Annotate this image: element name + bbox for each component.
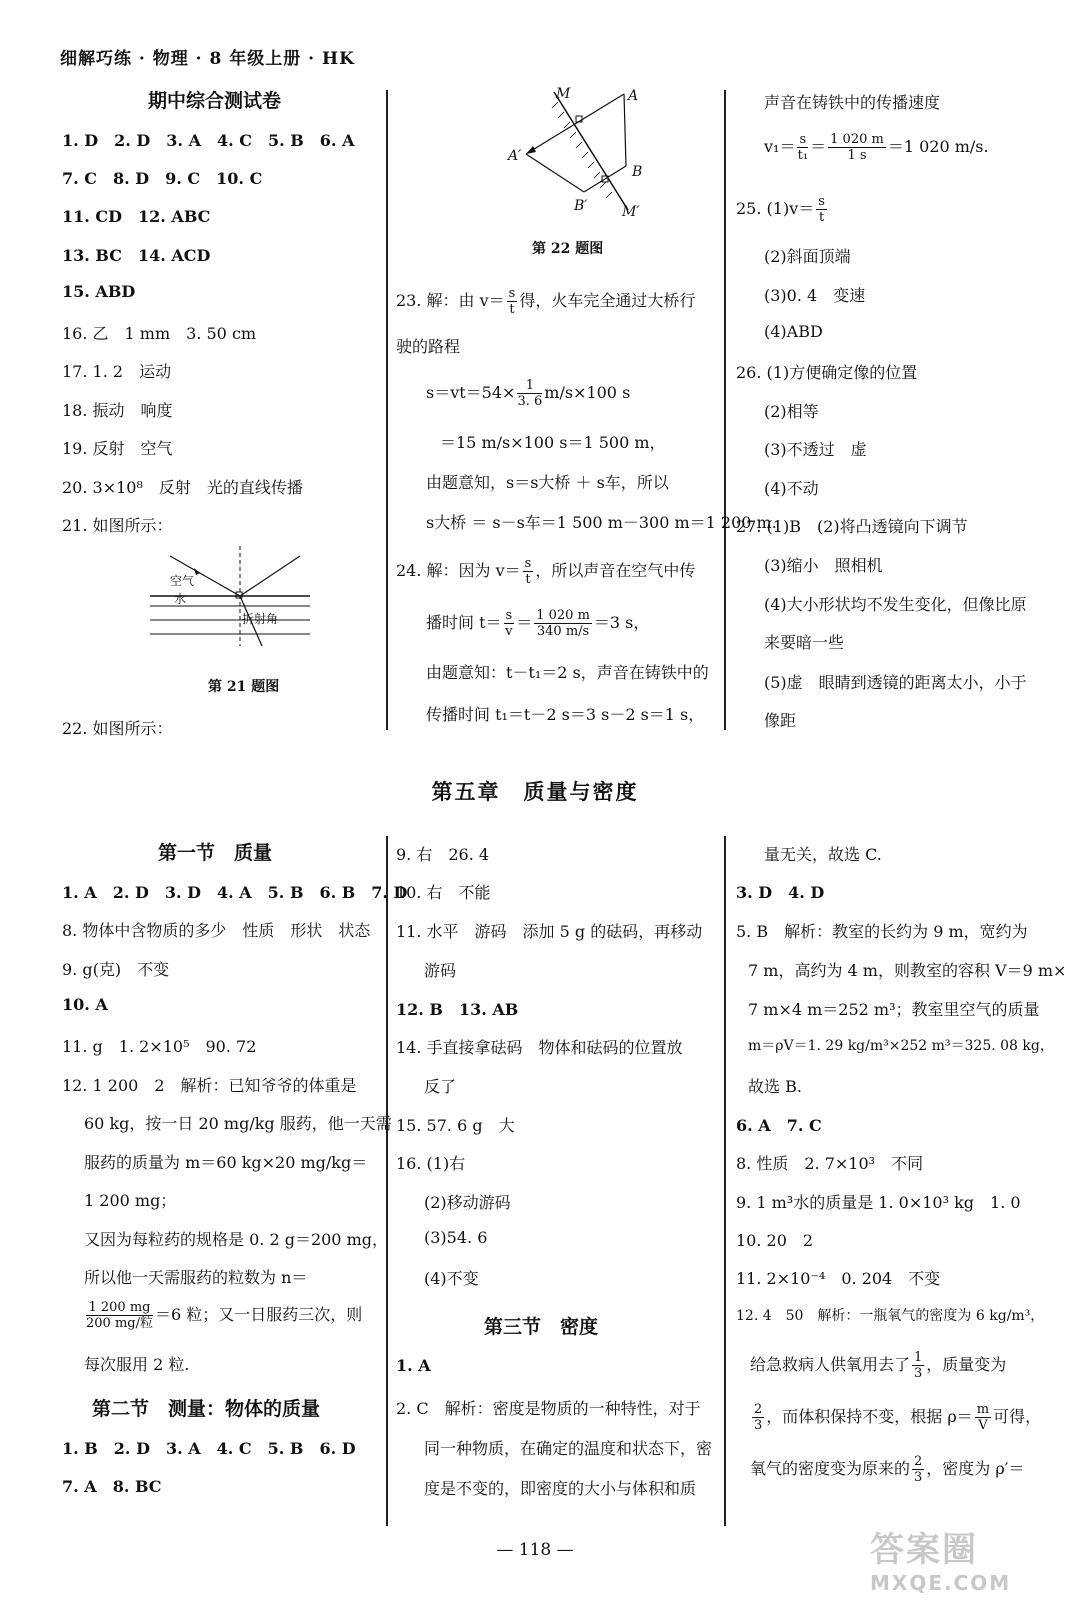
answer-line: 5. B 解析：教室的长约为 9 m，宽约为 [736,922,1028,941]
fig22-label-M: M [556,86,571,102]
figure-caption: 第 22 题图 [532,241,604,257]
answer-line: 18. 振动 响度 [62,401,173,420]
answer-line: v₁＝ $\frac{s}{\text{t₁}}$ ＝ $\frac{1 020 m}{1 s}$ ＝1 020 m/s. [764,132,989,163]
answer-line: 8. 物体中含物质的多少 性质 形状 状态 [62,921,371,940]
chapter5-column-1 [62,838,408,1538]
answer-line: (2)斜面顶端 [764,247,851,266]
answer-line: 像距 [764,711,797,730]
solution-line: 24. 解：因为 v＝ $\frac{s}{t}$ ，所以声音在空气中传 [396,556,696,587]
chapter5-column-2 [396,842,721,1542]
answer-line: 26. (1)方便确定像的位置 [736,363,918,382]
column-rule [724,90,726,730]
answer-line: 3. D 4. D [736,883,825,902]
answer-line: 19. 反射 空气 [62,439,173,458]
solution-line: 由题意知：t－t₁＝2 s，声音在铸铁中的 [426,663,709,682]
answer-line: (2)相等 [764,402,819,421]
answer-line: $\frac{1 200 mg}{\text{200 mg/粒}}$ ＝6 粒；又一日服药三次，则 [86,1300,363,1331]
solution-line: ＝15 m/s×100 s＝1 500 m， [440,433,666,452]
answer-line: 13. BC 14. ACD [62,246,211,265]
fraction: $\frac{s}{t}$ [818,194,825,225]
answer-line: 11. 水平 游码 添加 5 g 的砝码，再移动 [396,922,703,941]
running-header: 细解巧练 · 物理 · 8 年级上册 · HK [60,49,355,69]
midterm-column-1 [62,86,382,736]
answer-line: 给急救病人供氧用去了 $\frac{1}{3}$ ，质量变为 [750,1350,1007,1381]
fraction: $\frac{2}{3}$ [914,1454,923,1485]
answer-line: (4)不变 [424,1269,479,1288]
answer-line: 又因为每粒药的规格是 0. 2 g＝200 mg， [84,1230,388,1249]
answer-line: 12. 4 50 解析：一瓶氧气的密度为 6 kg/m³， [736,1308,1045,1324]
answer-line: 反了 [424,1077,457,1096]
fig22-label-Bp: B′ [574,198,588,214]
answer-line: (3)0. 4 变速 [764,286,866,305]
answer-line: 25. (1)v＝ $\frac{s}{t}$ [736,194,825,225]
answer-line: 17. 1. 2 运动 [62,362,172,381]
answer-line: 6. A 7. C [736,1116,822,1135]
answer-line: 9. 1 m³水的质量是 1. 0×10³ kg 1. 0 [736,1193,1021,1212]
section-title: 第二节 测量：物体的质量 [92,1398,321,1420]
column-rule [724,836,726,1526]
answer-line: 7 m×4 m＝252 m³；教室里空气的质量 [748,1000,1040,1019]
answer-line: 11. CD 12. ABC [62,207,211,226]
answer-line: (3)缩小 照相机 [764,556,883,575]
answer-line: 所以他一天需服药的粒数为 n＝ [84,1268,308,1287]
text: 得，火车完全通过大桥行 [519,291,696,310]
fig22-label-B: B [632,164,643,180]
answer-line: m＝ρV＝1. 29 kg/m³×252 m³＝325. 08 kg， [748,1038,1054,1054]
solution-line: 驶的路程 [396,337,461,356]
chapter-title: 第五章 质量与密度 [431,779,639,804]
fraction: $\frac{s}{\text{t₁}}$ [797,132,809,163]
fraction: $\frac{1}{3. 6}$ [517,378,543,409]
fraction: $\frac{1 020 m}{1 s}$ [830,132,884,163]
answer-line: 度是不变的，即密度的大小与体积和质 [424,1479,697,1498]
solution-line: 由题意知，s＝s大桥 ＋ s车，所以 [426,473,669,492]
answer-line: 16. (1)右 [396,1154,466,1173]
section-title: 期中综合测试卷 [148,90,282,112]
answer-line: 10. 右 不能 [396,883,491,902]
section-title: 第三节 密度 [484,1316,599,1338]
midterm-column-3 [736,90,1061,740]
section-title: 第一节 质量 [158,842,273,864]
fraction: $\frac{s}{t}$ [508,286,516,317]
answer-line: 7 m，高约为 4 m，则教室的容积 V＝9 m× [748,961,1067,980]
answer-line: 故选 B. [748,1077,802,1096]
answer-line: 15. ABD [62,282,136,301]
fraction: $\frac{1 200 mg}{\text{200 mg/粒}}$ [86,1300,153,1331]
answer-line: 15. 57. 6 g 大 [396,1116,515,1135]
answer-line: 12. 1 200 2 解析：已知爷爷的体重是 [62,1076,357,1095]
fig21-angle-label: 折射角 [242,612,279,626]
answer-line: 服药的质量为 m＝60 kg×20 mg/kg＝ [84,1153,368,1172]
answer-line: 1 200 mg； [84,1191,177,1210]
answer-line: (3)54. 6 [424,1228,488,1247]
answer-line: 每次服用 2 粒. [84,1355,190,1374]
answer-line: 14. 手直接拿砝码 物体和砝码的位置放 [396,1038,683,1057]
fraction: $\frac{s}{v}$ [505,608,513,639]
answer-line: 11. g 1. 2×10⁵ 90. 72 [62,1037,257,1056]
answer-line: 同一种物质，在确定的温度和状态下，密 [424,1439,713,1458]
fig21-air-label: 空气 [170,574,195,588]
answer-line: 11. 2×10⁻⁴ 0. 204 不变 [736,1269,941,1288]
answer-line: 20. 3×10⁸ 反射 光的直线传播 [62,478,303,497]
answer-line: 60 kg，按一日 20 mg/kg 服药，他一天需 [84,1114,392,1133]
answer-line: 16. 乙 1 mm 3. 50 cm [62,324,257,343]
fig22-label-A: A [628,88,639,104]
answer-line: 1. A 2. D 3. D 4. A 5. B 6. B 7. D [62,883,408,902]
column-rule [386,836,388,1526]
answer-line: $\frac{2}{3}$ ，而体积保持不变，根据 ρ＝ $\frac{m}{V}$ 可得， [754,1402,1042,1433]
solution-line: 传播时间 t₁＝t－2 s＝3 s－2 s＝1 s， [426,705,705,724]
answer-line: 12. B 13. AB [396,1000,519,1019]
watermark-logo [870,1522,1050,1595]
fraction: $\frac{s}{t}$ [524,556,532,587]
answer-line: (4)不动 [764,479,819,498]
solution-line: 播时间 t＝ $\frac{s}{v}$ ＝ $\frac{1 020 m}{340 m/s}$ ＝3 s， [426,608,650,639]
answer-line: (2)移动游码 [424,1193,511,1212]
watermark-url: MXQE.COM [870,1571,1012,1595]
answer-line: 21. 如图所示： [62,516,173,535]
text: 23. 解：由 v＝ [396,291,505,310]
answer-line: 声音在铸铁中的传播速度 [764,93,941,112]
fraction: $\frac{1 020 m}{340 m/s}$ [536,608,590,639]
fraction: $\frac{2}{3}$ [754,1402,763,1433]
fig22-label-Mp: M′ [622,204,640,220]
answer-line: 氧气的密度变为原来的 $\frac{2}{3}$ ，密度为 ρ′＝ [750,1454,1025,1485]
page-number: — 118 — [496,1540,574,1560]
answer-line: 7. A 8. BC [62,1477,162,1496]
column-rule [386,90,388,730]
answer-line: 10. A [62,995,108,1014]
answer-line: 1. B 2. D 3. A 4. C 5. B 6. D [62,1439,356,1458]
answer-line: (5)虚 眼睛到透镜的距离太小，小于 [764,673,1027,692]
answer-line: 27. (1)B (2)将凸透镜向下调节 [736,517,968,536]
solution-line [396,286,695,317]
answer-line: 量无关，故选 C. [764,845,882,864]
answer-line: 10. 20 2 [736,1231,814,1250]
answer-line: 9. 右 26. 4 [396,845,490,864]
answer-line: 8. 性质 2. 7×10³ 不同 [736,1154,924,1173]
answer-line: (3)不透过 虚 [764,440,867,459]
fraction: $\frac{m}{V}$ [976,1402,990,1433]
solution-line: s＝vt＝54× $\frac{1}{3. 6}$ m/s×100 s [426,378,631,409]
fig22-label-Ap: A′ [508,148,522,164]
fig21-water-label: 水 [174,592,187,606]
figure-caption: 第 21 题图 [208,679,280,695]
answer-line: 游码 [424,961,457,980]
answer-line: 22. 如图所示： [62,719,173,738]
chapter5-column-3 [736,842,1067,1542]
solution-line: s大桥 ＝ s－s车＝1 500 m－300 m＝1 200 m. [426,513,777,532]
answer-line: (4)ABD [764,322,823,341]
watermark-text: 答案圈 [870,1530,978,1570]
answer-line: 1. D 2. D 3. A 4. C 5. B 6. A [62,131,355,150]
answer-line: 来要暗一些 [764,633,845,652]
answer-line: 9. g(克) 不变 [62,960,170,979]
midterm-column-2 [396,80,777,730]
answer-line: 2. C 解析：密度是物质的一种特性，对于 [396,1399,701,1418]
answer-line: 7. C 8. D 9. C 10. C [62,169,263,188]
fraction: $\frac{1}{3}$ [914,1350,923,1381]
answer-line: 1. A [396,1356,431,1375]
answer-line: (4)大小形状均不发生变化，但像比原 [764,595,1027,614]
